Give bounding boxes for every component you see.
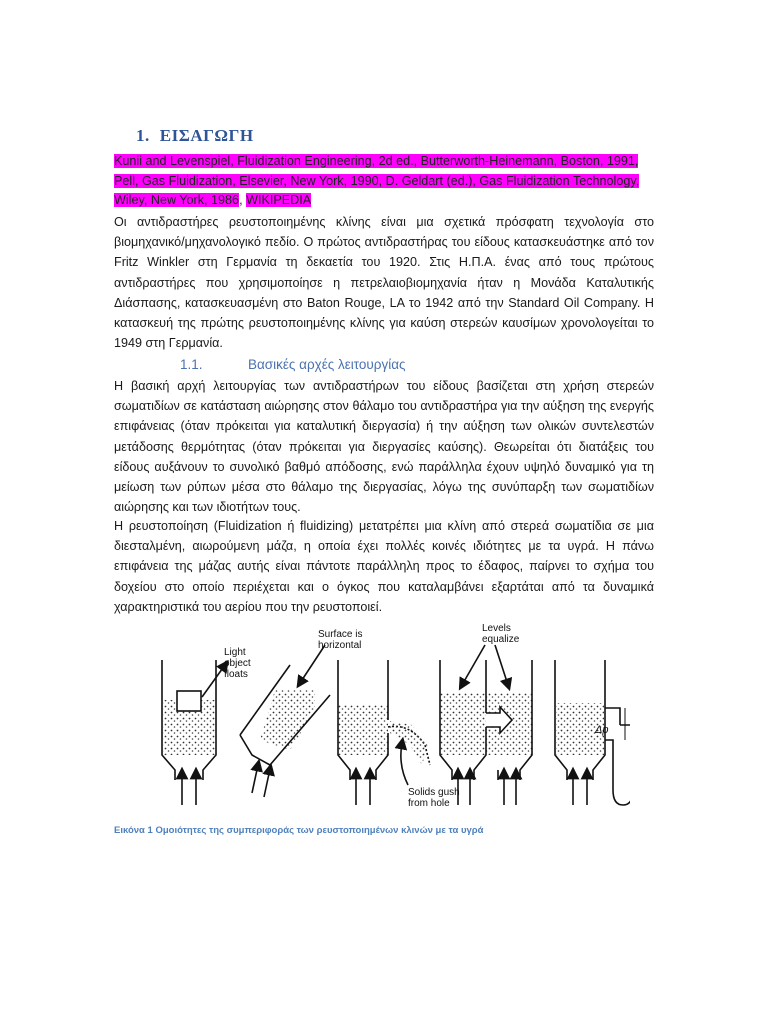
fluidization-figure <box>140 615 630 825</box>
label-solids-1: Solids gush <box>408 787 460 798</box>
subsection-heading <box>180 357 406 372</box>
label-light-1: Light <box>224 647 246 658</box>
label-surface-1: Surface is <box>318 629 363 640</box>
label-light-3: floats <box>224 669 248 680</box>
vessel-tilted <box>240 645 330 797</box>
label-levels-2: equalize <box>482 634 520 645</box>
label-solids-2: from hole <box>408 798 450 809</box>
label-delta-p: Δp <box>595 724 609 736</box>
references-block <box>114 152 658 211</box>
section-number: 1. <box>136 126 150 145</box>
wikipedia-reference: WIKIPEDIA <box>246 193 312 207</box>
section-heading <box>136 126 254 146</box>
label-light-2: object <box>224 658 251 669</box>
vessel-light-object <box>162 660 225 805</box>
vessel-gush <box>338 660 430 805</box>
paragraph-principles: Η βασική αρχή λειτουργίας των αντιδραστήρων του είδους βασίζεται στη χρήση στερεών σωματιδίων σε κατάσταση αιώρησης στον θάλαμο του αντιδραστήρα για την αύξηση της ενεργής επιφάνειας (όταν πρόκειται για καταλυτική διεργασία) ή την αύξηση των ολικών συντελεστών μετάδοσης θερμότητας (όταν πρόκειται για διεργασίες καύσης). Θεωρείται ότι διατάξεις του είδους αυξάνουν το συνολικό βαθμό απόδοσης, ενώ παράλληλα έχουν υψηλό δυναμικό για τη μείωση των ρύπων μέσα στο θάλαμο της διεργασίας, λόγω της συνύπαρξη των σωματιδίων αιώρησης και των ιδιοτήτων τους. <box>114 379 654 515</box>
figure-caption: Εικόνα 1 Ομοιότητες της συμπεριφοράς των ρευστοποιημένων κλινών με τα υγρά <box>114 825 484 836</box>
references-highlighted: Kunii and Levenspiel, Fluidization Engineering, 2d ed., Butterworth-Heinemann, Boston, 1991, Pell, Gas Fluidization, Elsevier, New York, 1990, D. Geldart (ed.), Gas Fluidization Technology, Wiley, New York, 1986 <box>114 154 640 207</box>
label-surface-2: horizontal <box>318 640 362 651</box>
subsection-number: 1.1. <box>180 357 203 372</box>
paragraph-fluidization: Η ρευστοποίηση (Fluidization ή fluidizing) μετατρέπει μια κλίνη από στερεά σωματίδια σε μια διεσταλμένη, αιωρούμενη μάζα, η οποία έχει πολλές κοινές ιδιότητες με τα υγρά. Η πάνω επιφάνεια της μάζας αυτής είναι πάντοτε παράλληλη προς το έδαφος, παίρνει το σχήμα του δοχείου στο οποίο περιέχεται και ο όγκος που καταλαμβάνει εξαρτάται από τα δυναμικά χαρακτηριστικά του αερίου που την ρευστοποιεί. <box>114 519 654 614</box>
paragraph-intro: Οι αντιδραστήρες ρευστοποιημένης κλίνης είναι μια σχετικά πρόσφατη τεχνολογία στο βιομηχανικό/μηχανολογικό πεδίο. Ο πρώτος αντιδραστήρας του είδους κατασκευάστηκε από τον Fritz Winkler στη Γερμανία τη δεκαετία του 1920. Στις Η.Π.Α. ένας από τους πρώτους αντιδραστήρες που χρησιμοποίησε η πετρελαιοβιομηχανία ήταν η Μονάδα Καταλυτικής Διάσπασης, κατασκευασμένη στο Baton Rouge, LA το 1942 από την Standard Oil Company. Η κατασκευή της πρώτης ρευστοποιημένης κλίνης για καύση στερεών καυσίμων χρονολογείται το 1949 στη Γερμανία. <box>114 215 654 351</box>
references-separator: , <box>239 193 247 207</box>
subsection-title: Βασικές αρχές λειτουργίας <box>248 357 406 372</box>
vessel-manometer <box>555 660 630 805</box>
section-title: ΕΙΣΑΓΩΓΗ <box>159 126 254 145</box>
vessels-levels-equalize <box>440 645 532 805</box>
label-levels-1: Levels <box>482 623 511 634</box>
